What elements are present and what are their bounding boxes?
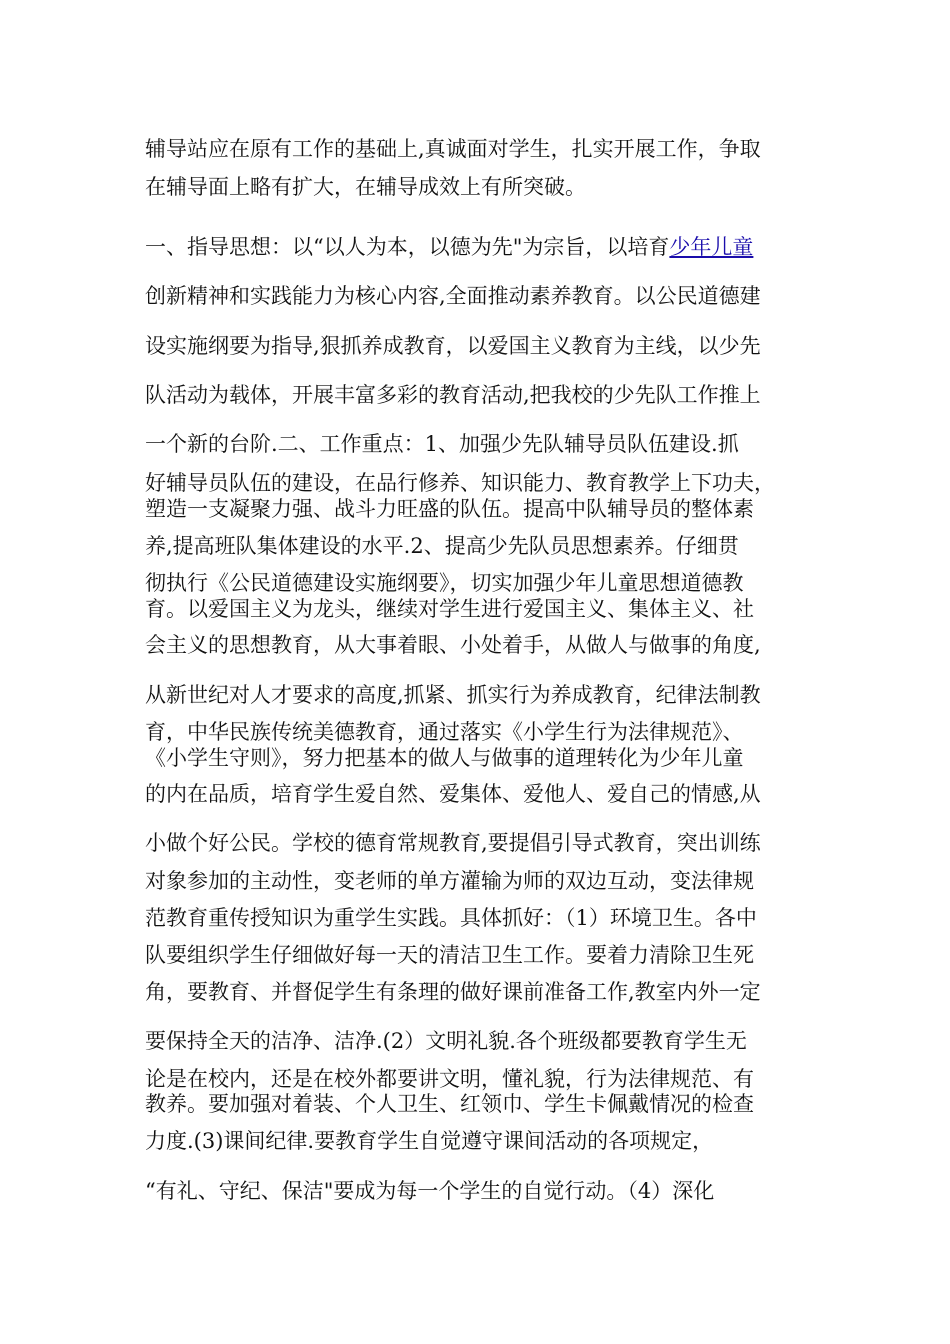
- text-line: 教养。要加强对着装、个人卫生、红领巾、学生卡佩戴情况的检查: [145, 1092, 754, 1116]
- text-line: 范教育重传授知识为重学生实践。具体抓好：（1）环境卫生。各中: [145, 906, 757, 930]
- text-line: 好辅导员队伍的建设，在品行修养、知识能力、教育教学上下功夫，: [145, 471, 775, 495]
- text-segment: 一、指导思想：以“以人为本，以德为先"为宗旨，以培育: [145, 235, 670, 259]
- text-line: 一个新的台阶.二、工作重点：1、加强少先队辅导员队伍建设.抓: [145, 432, 739, 456]
- text-line: 要保持全天的洁净、洁净.(2）文明礼貌.各个班级都要教育学生无: [145, 1029, 747, 1053]
- text-line: 小做个好公民。学校的德育常规教育,要提倡引导式教育，突出训练: [145, 831, 761, 855]
- text-line: “有礼、守纪、保洁"要成为每一个学生的自觉行动。（4）深化: [145, 1179, 715, 1203]
- text-line: 的内在品质，培育学生爱自然、爱集体、爱他人、爱自己的情感,从: [145, 782, 761, 806]
- text-line: 力度.(3)课间纪律.要教育学生自觉遵守课间活动的各项规定，: [145, 1129, 714, 1153]
- text-line: 《小学生守则》，努力把基本的做人与做事的道理转化为少年儿童: [145, 746, 744, 770]
- text-line: 角，要教育、并督促学生有条理的做好课前准备工作,教室内外一定: [145, 980, 761, 1004]
- shaonian-ertong-link[interactable]: 少年儿童: [669, 235, 754, 259]
- text-line: 会主义的思想教育，从大事着眼、小处着手，从做人与做事的角度,: [145, 633, 761, 657]
- text-line: 队活动为载体，开展丰富多彩的教育活动,把我校的少先队工作推上: [145, 383, 761, 407]
- text-line: 育。以爱国主义为龙头，继续对学生进行爱国主义、集体主义、社: [145, 597, 754, 621]
- text-line: 创新精神和实践能力为核心内容,全面推动素养教育。以公民道德建: [145, 284, 761, 308]
- text-line: 设实施纲要为指导,狠抓养成教育，以爱国主义教育为主线，以少先: [145, 334, 761, 358]
- text-line: 在辅导面上略有扩大，在辅导成效上有所突破。: [145, 175, 586, 199]
- text-line: 辅导站应在原有工作的基础上,真诚面对学生，扎实开展工作，争取: [145, 137, 761, 161]
- text-line: 从新世纪对人才要求的高度,抓紧、抓实行为养成教育，纪律法制教: [145, 683, 761, 707]
- text-line: 对象参加的主动性，变老师的单方灌输为师的双边互动，变法律规: [145, 869, 754, 893]
- text-line: 育，中华民族传统美德教育，通过落实《小学生行为法律规范》、: [145, 720, 744, 744]
- text-line: 塑造一支凝聚力强、战斗力旺盛的队伍。提高中队辅导员的整体素: [145, 497, 754, 521]
- text-line: 彻执行《公民道德建设实施纲要》，切实加强少年儿童思想道德教: [145, 571, 744, 595]
- text-line: 队要组织学生仔细做好每一天的清洁卫生工作。要着力清除卫生死: [145, 943, 754, 967]
- text-line: 养,提高班队集体建设的水平.2、提高少先队员思想素养。仔细贯: [145, 534, 739, 558]
- text-line: [145, 234, 815, 260]
- text-line: 论是在校内，还是在校外都要讲文明，懂礼貌，行为法律规范、有: [145, 1067, 754, 1091]
